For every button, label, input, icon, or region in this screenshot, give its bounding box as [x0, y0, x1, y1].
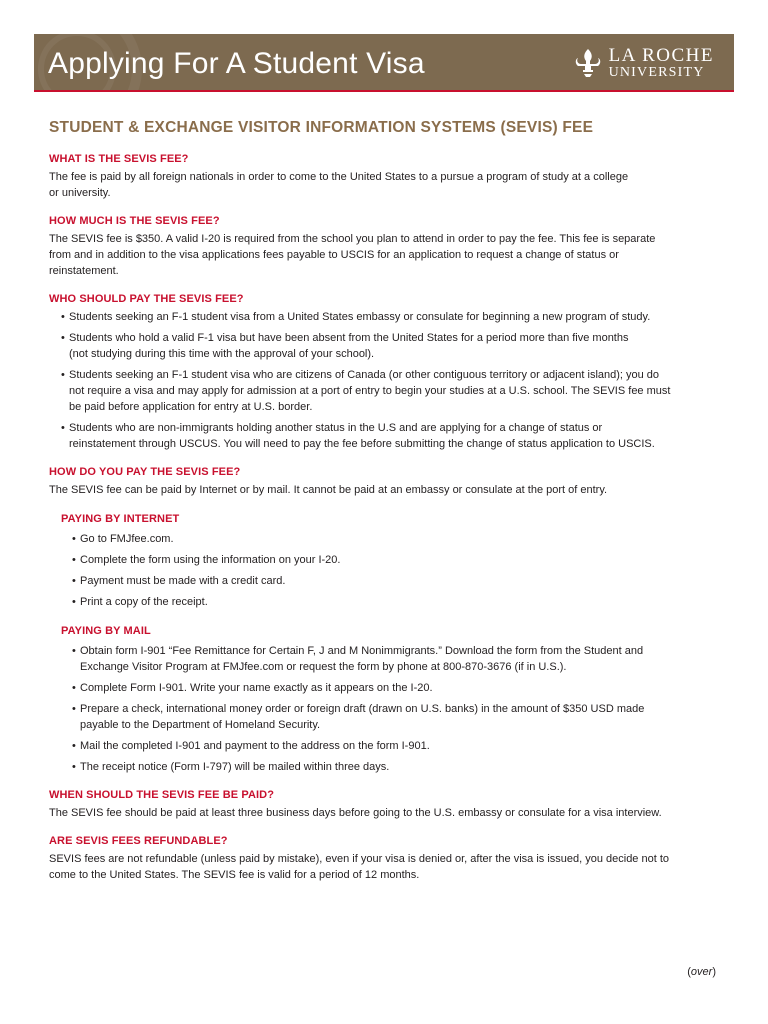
question-how-much: HOW MUCH IS THE SEVIS FEE?	[49, 215, 220, 227]
fleur-de-lis-icon	[575, 48, 601, 78]
text-line: The SEVIS fee is $350. A valid I-20 is required from the school you plan to attend in order to pay the fee. This fee is separate	[49, 233, 656, 245]
text-line: come to the United States. The SEVIS fee is valid for a period of 12 months.	[49, 869, 420, 881]
text-line: be paid before application for entry at U.S. border.	[69, 401, 313, 413]
list-item: • Complete the form using the information on your I-20.	[49, 552, 709, 568]
document-heading: STUDENT & EXCHANGE VISITOR INFORMATION SYSTEMS (SEVIS) FEE	[49, 119, 594, 136]
page-title: Applying For A Student Visa	[48, 47, 425, 80]
text-line: reinstatement.	[49, 265, 119, 277]
list-item: • Go to FMJfee.com.	[49, 531, 709, 547]
question-refund: ARE SEVIS FEES REFUNDABLE?	[49, 835, 228, 847]
text-line: Prepare a check, international money order or foreign draft (drawn on U.S. banks) in the amount of $350 USD made	[80, 703, 645, 715]
text-line: (not studying during this time with the approval of your school).	[69, 348, 375, 360]
list-item: • Obtain form I-901 “Fee Remittance for Certain F, J and M Nonimmigrants.” Download the form from the Student and Exchange Visitor Program at FMJfee.com or request the form by phone at 800-870-3676 (if in U.S.).	[49, 643, 709, 675]
text-line: Students who hold a valid F-1 visa but have been absent from the United States for a period more than five months	[69, 332, 629, 344]
text-line: Print a copy of the receipt.	[80, 596, 208, 608]
logo-line2: UNIVERSITY	[608, 65, 705, 80]
list-item: • Prepare a check, international money order or foreign draft (drawn on U.S. banks) in the amount of $350 USD made payable to the Department of Homeland Security.	[49, 701, 709, 733]
header-banner	[34, 34, 734, 92]
text-line: SEVIS fees are not refundable (unless paid by mistake), even if your visa is denied or, after the visa is issued, you decide not to	[49, 853, 670, 865]
continued-note: (over)	[687, 966, 716, 978]
answer-refund	[49, 851, 709, 883]
university-logo	[575, 46, 714, 80]
text-line: from and in addition to the visa applications fees payable to USCIS for an application to request a change of status or	[49, 249, 619, 261]
document-body	[49, 119, 709, 883]
text-line: not require a visa and may apply for admission at a port of entry to begin your studies at a U.S. school. The SEVIS fee must	[69, 385, 671, 397]
list-item: • Students seeking an F-1 student visa who are citizens of Canada (or other contiguous territory or adjacent island); you do not require a visa and may apply for admission at a port of entry to begin your studies at a U.S. school. The SEVIS fee must be paid before application for entry at U.S. border.	[49, 367, 709, 415]
text-line: Payment must be made with a credit card.	[80, 575, 286, 587]
answer-how-pay	[49, 482, 709, 498]
question-what: WHAT IS THE SEVIS FEE?	[49, 153, 189, 165]
who-list	[49, 309, 709, 452]
text-line: Obtain form I-901 “Fee Remittance for Certain F, J and M Nonimmigrants.” Download the form from the Student and	[80, 645, 644, 657]
text-line: The SEVIS fee should be paid at least three business days before going to the U.S. embassy or consulate for a visa interview.	[49, 807, 662, 819]
list-item: • Students who hold a valid F-1 visa but have been absent from the United States for a period more than five months (not studying during this time with the approval of your school).	[49, 330, 709, 362]
text-line: payable to the Department of Homeland Security.	[80, 719, 321, 731]
list-item: • Print a copy of the receipt.	[49, 594, 709, 610]
text-line: Go to FMJfee.com.	[80, 533, 174, 545]
text-line: The SEVIS fee can be paid by Internet or by mail. It cannot be paid at an embassy or consulate at the port of entry.	[49, 484, 608, 496]
list-item: • Students who are non-immigrants holding another status in the U.S and are applying for a change of status or reinstatement through USCUS. You will need to pay the fee before submitting the change of status application to USCIS.	[49, 420, 709, 452]
list-item: • Students seeking an F-1 student visa from a United States embassy or consulate for beginning a new program of study.	[49, 309, 709, 325]
answer-when	[49, 805, 709, 821]
list-item: • Payment must be made with a credit card.	[49, 573, 709, 589]
subheading-paying-by-internet: PAYING BY INTERNET	[61, 513, 180, 525]
question-when: WHEN SHOULD THE SEVIS FEE BE PAID?	[49, 789, 275, 801]
text-line: The fee is paid by all foreign nationals in order to come to the United States to a pursue a program of study at a college	[49, 171, 629, 183]
text-line: Mail the completed I-901 and payment to the address on the form I-901.	[80, 740, 430, 752]
over-text: over	[690, 966, 713, 978]
subheading-paying-by-mail: PAYING BY MAIL	[61, 625, 151, 637]
text-line: Complete the form using the information on your I-20.	[80, 554, 341, 566]
text-line: Complete Form I-901. Write your name exactly as it appears on the I-20.	[80, 682, 433, 694]
text-line: Students seeking an F-1 student visa who are citizens of Canada (or other contiguous territory or adjacent island); you do	[69, 369, 660, 381]
internet-list	[49, 531, 709, 610]
text-line: Students who are non-immigrants holding another status in the U.S and are applying for a change of status or	[69, 422, 603, 434]
text-line: reinstatement through USCUS. You will need to pay the fee before submitting the change of status application to USCIS.	[69, 438, 655, 450]
logo-line1: LA ROCHE	[608, 45, 714, 66]
question-who: WHO SHOULD PAY THE SEVIS FEE?	[49, 293, 244, 305]
text-line: or university.	[49, 187, 111, 199]
text-line: Exchange Visitor Program at FMJfee.com or request the form by phone at 800-870-3676 (if in U.S.).	[80, 661, 567, 673]
question-how-pay: HOW DO YOU PAY THE SEVIS FEE?	[49, 466, 241, 478]
text-line: Students seeking an F-1 student visa from a United States embassy or consulate for beginning a new program of study.	[69, 311, 651, 323]
list-item: • The receipt notice (Form I-797) will be mailed within three days.	[49, 759, 709, 775]
list-item: • Complete Form I-901. Write your name exactly as it appears on the I-20.	[49, 680, 709, 696]
answer-how-much	[49, 231, 709, 279]
mail-list	[49, 643, 709, 775]
text-line: The receipt notice (Form I-797) will be mailed within three days.	[80, 761, 390, 773]
answer-what	[49, 169, 709, 201]
list-item: • Mail the completed I-901 and payment to the address on the form I-901.	[49, 738, 709, 754]
